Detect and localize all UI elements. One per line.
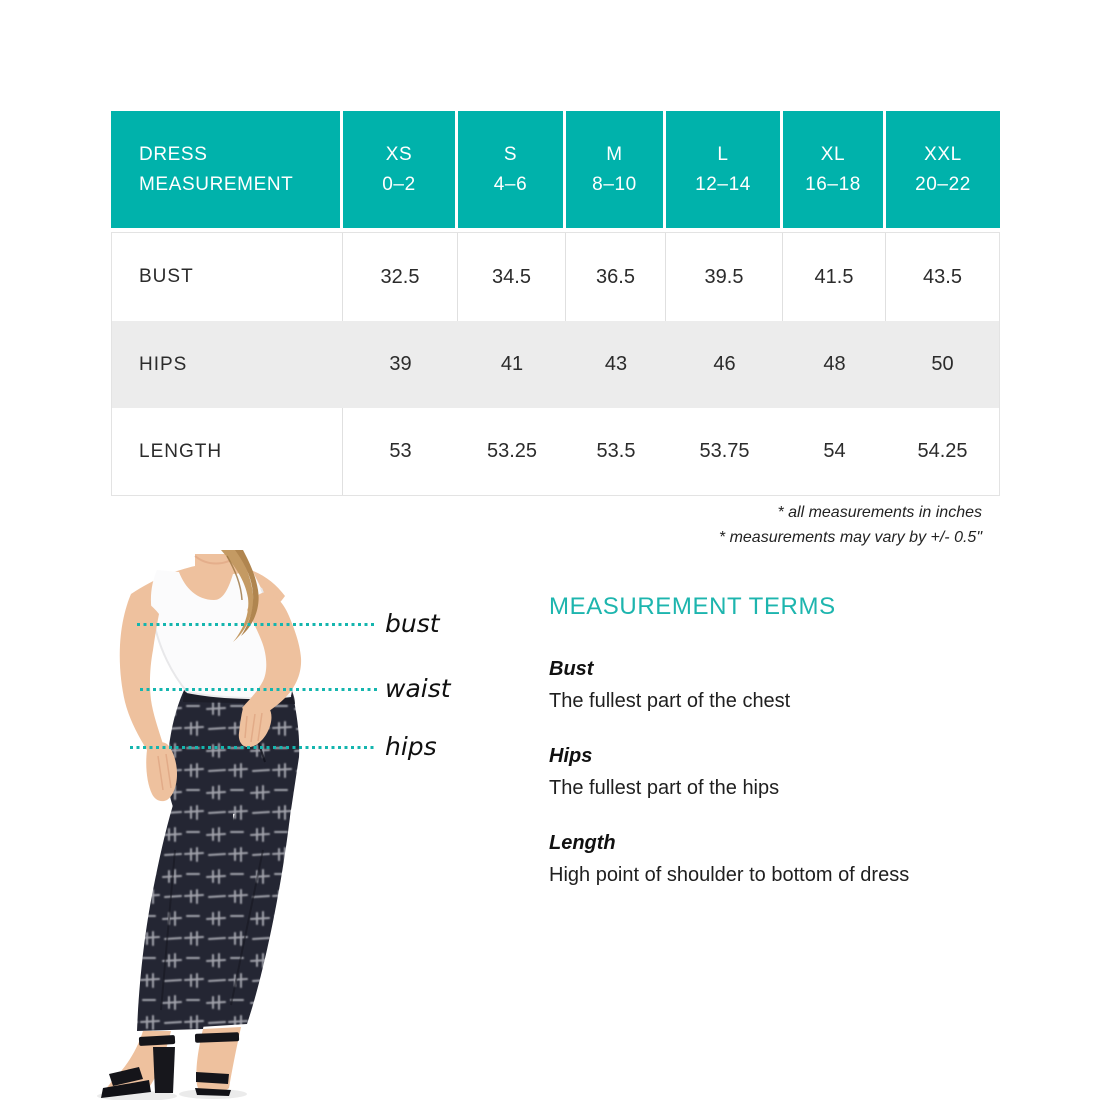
table-title-line2: MEASUREMENT bbox=[139, 173, 294, 195]
cell-bust-s: 34.5 bbox=[458, 233, 566, 321]
footnote-inches: * all measurements in inches bbox=[777, 504, 982, 521]
size-chart-table bbox=[111, 111, 1000, 496]
table-row-bust bbox=[112, 233, 999, 321]
cell-hips-xs: 39 bbox=[389, 353, 412, 375]
cell-hips-xl: 48 bbox=[823, 353, 846, 375]
term-item-hips bbox=[549, 744, 1019, 802]
cell-hips-s: 41 bbox=[500, 353, 524, 375]
hips-line-label: hips bbox=[385, 732, 437, 761]
size-column-header-l: L 12–14 bbox=[666, 111, 783, 228]
size-column-header-xxl: XXL 20–22 bbox=[886, 111, 1000, 228]
term-definition: The fullest part of the chest bbox=[549, 690, 791, 712]
cell-bust-xxl: 43.5 bbox=[923, 265, 962, 288]
waist-dotted-line bbox=[140, 688, 377, 691]
measurement-terms-heading: MEASUREMENT TERMS bbox=[549, 593, 836, 620]
table-body bbox=[111, 232, 1000, 496]
term-definition: High point of shoulder to bottom of dress bbox=[549, 864, 910, 886]
row-label: BUST bbox=[112, 233, 343, 321]
cell-bust-xs: 32.5 bbox=[343, 233, 458, 321]
bust-dotted-line bbox=[137, 623, 377, 626]
row-label: HIPS bbox=[139, 353, 188, 375]
size-column-header-xs: XS 0–2 bbox=[343, 111, 458, 228]
term-definition: The fullest part of the hips bbox=[549, 777, 780, 799]
cell-length-m: 53.5 bbox=[596, 440, 636, 462]
term-name: Hips bbox=[549, 745, 593, 767]
term-item-length bbox=[549, 831, 1019, 889]
size-column-header-m: M 8–10 bbox=[566, 111, 666, 228]
term-name: Bust bbox=[549, 658, 594, 680]
size-column-header-xl: XL 16–18 bbox=[783, 111, 886, 228]
cell-length-xl: 54 bbox=[823, 440, 846, 462]
table-row-hips bbox=[112, 321, 999, 408]
cell-bust-l: 39.5 bbox=[666, 233, 783, 321]
cell-bust-m: 36.5 bbox=[566, 233, 666, 321]
cell-length-s: 53.25 bbox=[486, 440, 538, 462]
cell-bust-xl: 41.5 bbox=[783, 233, 886, 321]
table-footnotes bbox=[719, 500, 982, 550]
measurement-terms-section bbox=[549, 593, 1019, 918]
term-item-bust bbox=[549, 657, 1019, 715]
table-title-line1: DRESS bbox=[139, 143, 208, 165]
model-left-foot bbox=[101, 1031, 175, 1098]
size-column-header-s: S 4–6 bbox=[458, 111, 566, 228]
footnote-variance: * measurements may vary by +/- 0.5" bbox=[718, 529, 982, 546]
hips-dotted-line bbox=[130, 746, 377, 749]
cell-length-xxl: 54.25 bbox=[917, 440, 968, 462]
table-row-length bbox=[112, 408, 999, 495]
bust-line-label: bust bbox=[385, 609, 440, 638]
cell-length-l: 53.75 bbox=[699, 440, 750, 462]
waist-line-label: waist bbox=[385, 674, 451, 703]
row-label: LENGTH bbox=[112, 408, 343, 495]
table-header-row bbox=[111, 111, 1000, 228]
table-title-cell bbox=[111, 111, 343, 228]
cell-length-xs: 53 bbox=[389, 440, 412, 462]
cell-hips-m: 43 bbox=[604, 353, 628, 375]
cell-hips-xxl: 50 bbox=[931, 353, 954, 375]
cell-hips-l: 46 bbox=[713, 353, 736, 375]
term-name: Length bbox=[549, 832, 616, 854]
model-figure bbox=[95, 550, 451, 1100]
model-right-foot bbox=[195, 1027, 241, 1096]
